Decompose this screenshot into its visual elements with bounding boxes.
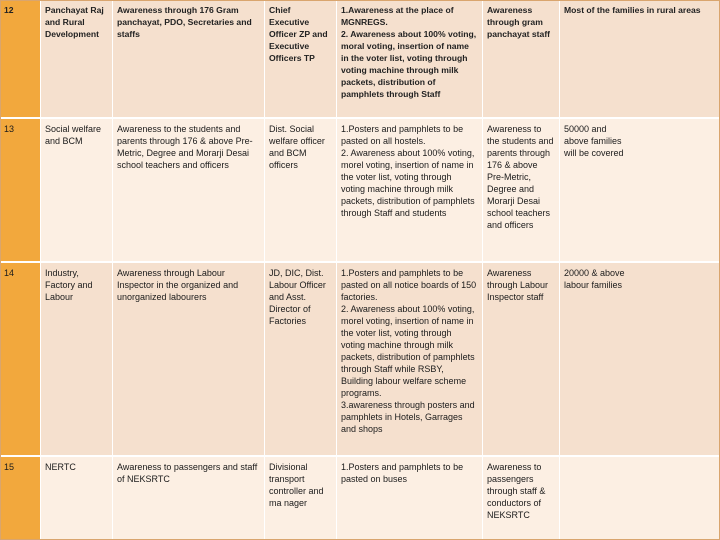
row-number: 12: [0, 0, 40, 117]
table-row: [0, 119, 720, 261]
activity-cell: Awareness through Labour Inspector in the organized and unorganized labourers: [117, 268, 239, 302]
department-cell: Social welfare and BCM: [45, 124, 102, 146]
activity-cell: Awareness to passengers and staff of NEKSRTC: [117, 462, 258, 484]
through-cell: Awareness through gram panchayat staff: [487, 5, 551, 39]
officer-cell: Chief Executive Officer ZP and Executive Officers TP: [269, 5, 328, 63]
column-divider: [112, 0, 113, 540]
row-divider: [0, 117, 720, 119]
column-divider: [482, 0, 483, 540]
column-divider: [40, 0, 41, 540]
department-cell: Industry, Factory and Labour: [45, 268, 93, 302]
through-cell: Awareness to the students and parents through 176 & above Pre-Metric, Degree and Morarji Desai school teachers and officers: [487, 124, 554, 230]
row-divider: [0, 261, 720, 263]
column-divider: [264, 0, 265, 540]
target-cell: [560, 457, 720, 540]
through-cell: Awareness through Labour Inspector staff: [487, 268, 549, 302]
through-cell: Awareness to passengers through staff & conductors of NEKSRTC: [487, 462, 546, 520]
column-divider: [559, 0, 560, 540]
column-divider: [336, 0, 337, 540]
strategy-cell: 1.Posters and pamphlets to be pasted on buses: [341, 462, 464, 484]
department-cell: NERTC: [45, 462, 76, 472]
row-number: 13: [0, 119, 40, 261]
activity-cell: Awareness to the students and parents through 176 & above Pre-Metric, Degree and Morarji Desai school teachers and officers: [117, 124, 253, 170]
activity-cell: Awareness through 176 Gram panchayat, PDO, Secretaries and staffs: [117, 5, 252, 39]
table-row: [0, 0, 720, 117]
officer-cell: JD, DIC, Dist. Labour Officer and Asst. Director of Factories: [269, 268, 326, 326]
strategy-cell: 1.Posters and pamphlets to be pasted on all hostels. 2. Awareness about 100% voting, morel voting, insertion of name in the voter list, voting through voting machine through milk packets, distribution of pamphlets through Staff and students: [341, 124, 475, 218]
table-row: [0, 263, 720, 455]
row-number: 14: [0, 263, 40, 455]
strategy-cell: 1.Awareness at the place of MGNREGS. 2. Awareness about 100% voting, moral voting, insertion of name in the voter list, voting through voting machine through milk packets, distribution of pamphlets through Staff: [341, 5, 477, 99]
strategy-cell: 1.Posters and pamphlets to be pasted on all notice boards of 150 factories. 2. Awareness about 100% voting, morel voting, insertion of name in the voter list, voting through voting machine through milk packets, distribution of pamphlets through Staff while RSBY, Building labour welfare scheme programs. 3.awareness through posters and pamphlets in Hotels, Garrages and shops: [341, 268, 477, 434]
table-row: [0, 457, 720, 540]
officer-cell: Divisional transport controller and ma nager: [269, 462, 324, 508]
officer-cell: Dist. Social welfare officer and BCM officers: [269, 124, 325, 170]
row-divider: [0, 455, 720, 457]
target-cell: 50000 and above families will be covered: [564, 124, 624, 158]
department-cell: Panchayat Raj and Rural Development: [45, 5, 104, 39]
target-cell: 20000 & above labour families: [564, 268, 625, 290]
target-cell: Most of the families in rural areas: [564, 5, 701, 15]
row-number: 15: [0, 457, 40, 540]
